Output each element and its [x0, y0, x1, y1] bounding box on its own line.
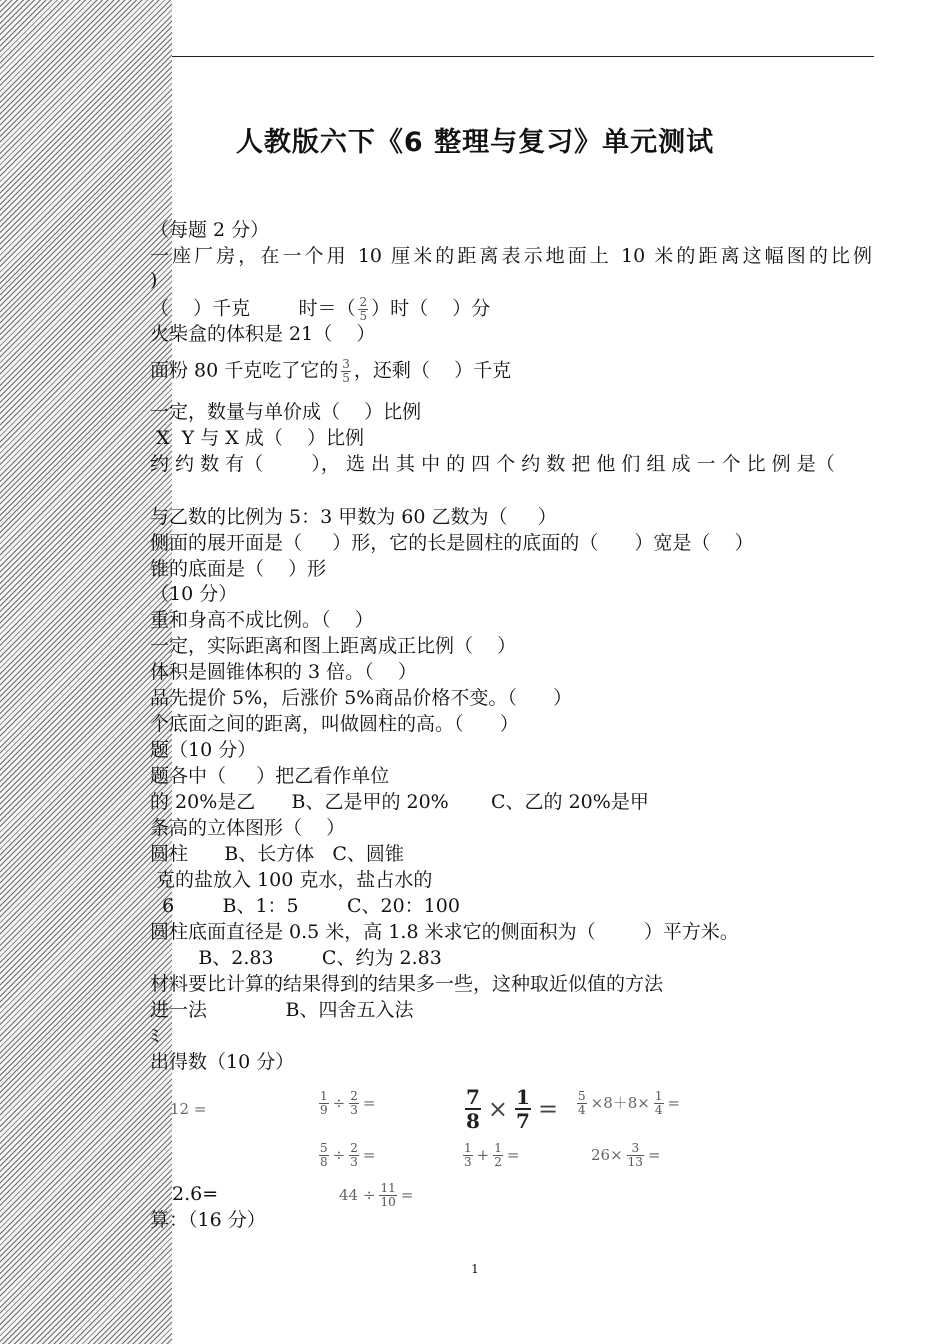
question-10: 锥的底面是（ ）形	[150, 558, 327, 580]
calc-expr-3: $\frac{7}{8}$ × $\frac{1}{7}$ =	[466, 1085, 559, 1133]
fraction: $\frac{2}{3}$	[350, 1141, 358, 1169]
question-5: 一定，数量与单价成（ ）比例	[150, 401, 422, 423]
judge-5: 个底面之间的距离，叫做圆柱的高。（ ）	[150, 713, 519, 735]
fraction: $\frac{1}{2}$	[494, 1141, 502, 1169]
calc-expr-1: 12 =	[170, 1100, 207, 1118]
fraction: $\frac{1}{3}$	[464, 1141, 472, 1169]
choice-4-options: B、2.83 C、约为 2.83	[150, 947, 442, 969]
fraction: $\frac{3}{13}$	[627, 1141, 643, 1169]
judge-1: 重和身高不成比例。（ ）	[150, 609, 374, 631]
last-section-header: 算：（16 分）	[150, 1209, 266, 1231]
calc-header: 出得数（10 分）	[150, 1051, 295, 1073]
page-title: 人教版六下《6 整理与复习》单元测试	[235, 127, 715, 158]
fraction: $\frac{1}{9}$	[320, 1089, 328, 1117]
choice-3: 克的盐放入 100 克水，盐占水的	[150, 869, 433, 891]
judge-2: 一定，实际距离和图上距离成正比例（ ）	[150, 635, 517, 657]
fraction: $\frac{5}{8}$	[320, 1141, 328, 1169]
calc-expr-5: $\frac{5}{8}$ ÷ $\frac{2}{3}$ =	[320, 1141, 376, 1169]
choice-1: 题各中（ ）把乙看作单位	[150, 765, 390, 787]
choice-header: 题（10 分）	[150, 739, 257, 761]
fraction: $\frac{1}{4}$	[654, 1089, 663, 1117]
stub-text: ﾐ	[150, 1025, 160, 1047]
choice-5-options: 进一法 B、四舍五入法	[150, 999, 414, 1021]
fraction: $\frac{5}{4}$	[578, 1089, 586, 1117]
fill-blank-header: （每题 2 分）	[150, 219, 270, 241]
page-binding-margin	[0, 0, 172, 1344]
page-number: 1	[471, 1262, 479, 1276]
choice-5: 材料要比计算的结果得到的结果多一些，这种取近似值的方法	[150, 973, 664, 995]
choice-2-options: 圆柱 B、长方体 C、圆锥	[150, 843, 404, 865]
fraction: $\frac{2}{5}$	[359, 295, 368, 323]
judge-4: 品先提价 5%，后涨价 5%商品价格不变。（ ）	[150, 687, 573, 709]
calc-expr-2: $\frac{1}{9}$ ÷ $\frac{2}{3}$ =	[320, 1089, 376, 1117]
calc-expr-7: 26× $\frac{3}{13}$ =	[591, 1141, 661, 1169]
calc-expr-8: 44 ÷ $\frac{11}{10}$ =	[339, 1181, 414, 1209]
fraction: $\frac{2}{3}$	[350, 1089, 358, 1117]
question-8: 与乙数的比例为 5：3 甲数为 60 乙数为（ ）	[150, 506, 557, 528]
question-4: 面粉 80 千克吃了它的 $\frac{3}{5}$ ，还剩（ ）千克	[150, 357, 512, 385]
choice-4: 圆柱底面直径是 0.5 米，高 1.8 米求它的侧面积为（ ）平方米。	[150, 921, 739, 943]
header-rule	[172, 56, 874, 57]
calc-expr-last: 2.6=	[172, 1183, 219, 1205]
question-6: X Y 与 X 成（ ）比例	[150, 427, 364, 449]
calc-expr-6: $\frac{1}{3}$ + $\frac{1}{2}$ =	[464, 1141, 520, 1169]
fraction: $\frac{7}{8}$	[466, 1085, 480, 1133]
question-2: （ ）千克 时＝（ $\frac{2}{5}$ ）时（ ）分	[150, 295, 491, 323]
question-3: 火柴盒的体积是 21（ ）	[150, 323, 376, 345]
choice-1-options: 的 20%是乙 B、乙是甲的 20% C、乙的 20%是甲	[150, 791, 649, 813]
judge-header: （10 分）	[150, 583, 238, 605]
judge-3: 体积是圆锥体积的 3 倍。（ ）	[150, 661, 417, 683]
question-1: 一座厂房，在一个用 10 厘米的距离表示地面上 10 米的距离这幅图的比例	[150, 245, 872, 267]
question-1-end: )	[150, 269, 158, 291]
question-7: 约 约 数 有（ ）， 选 出 其 中 的 四 个 约 数 把 他 们 组 成 一 个 比 例 是（	[150, 453, 835, 475]
choice-3-options: 6 B、1：5 C、20：100	[150, 895, 460, 917]
fraction: $\frac{11}{10}$	[380, 1181, 396, 1209]
choice-2: 条高的立体图形（ ）	[150, 817, 346, 839]
fraction: $\frac{1}{7}$	[516, 1085, 530, 1133]
fraction: $\frac{3}{5}$	[342, 357, 350, 385]
calc-expr-4: $\frac{5}{4}$ ×8＋8× $\frac{1}{4}$ =	[578, 1089, 681, 1117]
question-9: 侧面的展开面是（ ）形，它的长是圆柱的底面的（ ）宽是（ ）	[150, 532, 754, 554]
